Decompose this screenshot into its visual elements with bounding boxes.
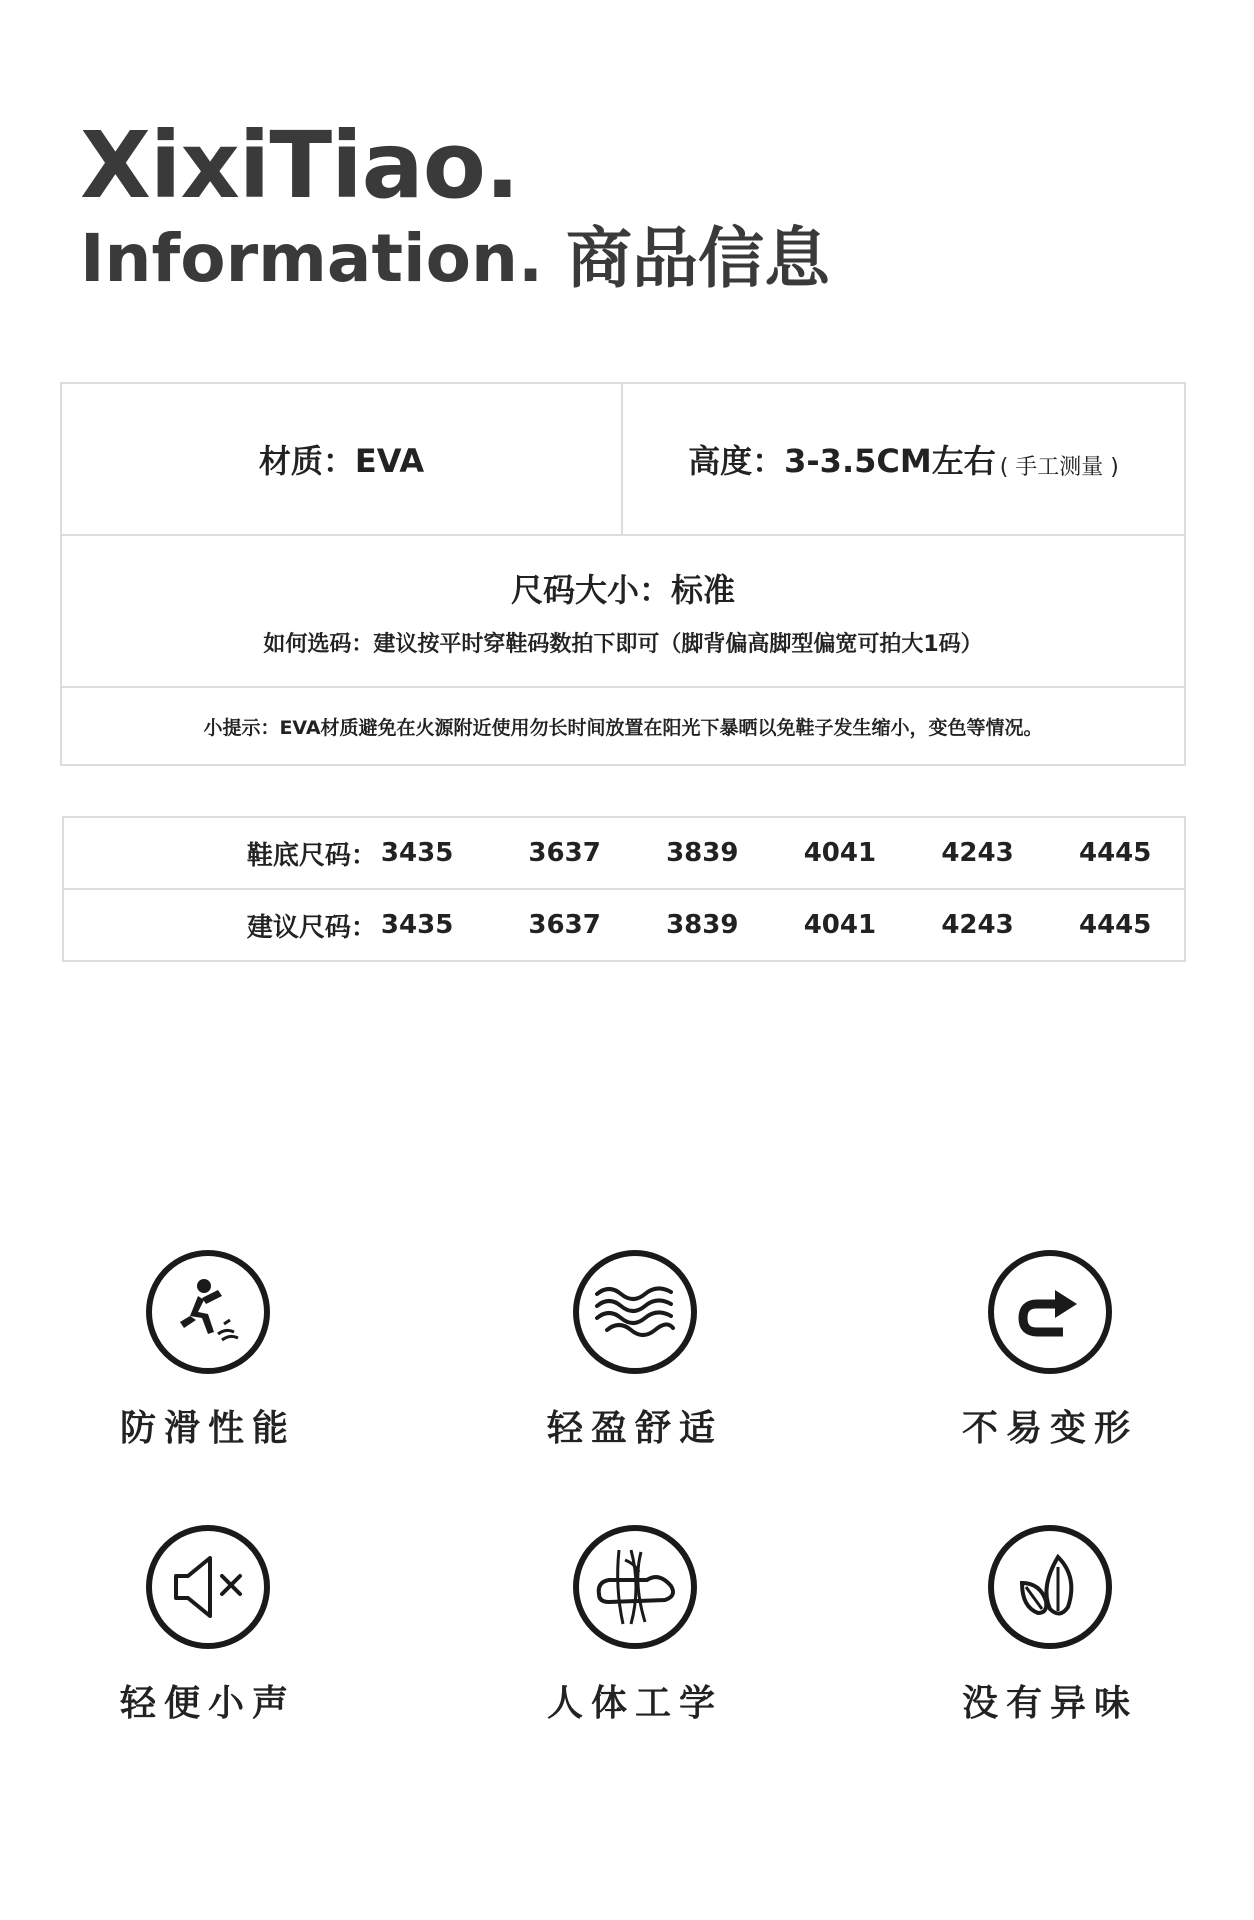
feature-odorless bbox=[920, 1525, 1180, 1726]
brand-title: XixiTiao. bbox=[80, 112, 519, 219]
ergonomic-icon bbox=[573, 1525, 697, 1649]
height-note: ( 手工测量 ) bbox=[999, 454, 1119, 480]
info-row-material-height bbox=[62, 384, 1184, 536]
quiet-icon bbox=[146, 1525, 270, 1649]
tip-text: 小提示：EVA材质避免在火源附近使用勿长时间放置在阳光下暴晒以免鞋子发生缩小，变色等情况。 bbox=[203, 716, 1043, 739]
lightweight-icon bbox=[573, 1250, 697, 1374]
size-value: 4445 bbox=[1078, 838, 1152, 868]
feature-anti-slip bbox=[78, 1250, 338, 1451]
shape-retention-icon bbox=[988, 1250, 1112, 1374]
material-text: 材质：EVA bbox=[258, 442, 425, 480]
size-value: 3435 bbox=[380, 910, 454, 940]
feature-shape-retention bbox=[920, 1250, 1180, 1451]
size-value: 4445 bbox=[1078, 910, 1152, 940]
info-row-size bbox=[62, 536, 1184, 688]
feature-lightweight bbox=[505, 1250, 765, 1451]
height-cell bbox=[623, 384, 1184, 534]
product-info-table bbox=[60, 382, 1186, 766]
row-label: 鞋底尺码： bbox=[246, 840, 377, 871]
size-value: 4243 bbox=[941, 838, 1014, 868]
material-cell bbox=[62, 384, 623, 534]
table-row bbox=[64, 888, 1184, 960]
feature-label: 人体工学 bbox=[546, 1683, 723, 1724]
feature-ergonomic bbox=[505, 1525, 765, 1726]
feature-label: 不易变形 bbox=[961, 1408, 1138, 1449]
size-value: 4041 bbox=[803, 838, 877, 868]
size-value: 4041 bbox=[803, 910, 877, 940]
size-value: 3637 bbox=[528, 838, 601, 868]
feature-label: 轻盈舒适 bbox=[546, 1408, 723, 1449]
size-title: 尺码大小：标准 bbox=[510, 570, 735, 609]
feature-label: 没有异味 bbox=[961, 1683, 1138, 1724]
info-row-tip bbox=[62, 688, 1184, 764]
size-value: 3839 bbox=[666, 838, 739, 868]
anti-slip-icon bbox=[146, 1250, 270, 1374]
page-subtitle: Information. 商品信息 bbox=[80, 220, 831, 297]
feature-quiet bbox=[78, 1525, 338, 1726]
odorless-icon bbox=[988, 1525, 1112, 1649]
size-table bbox=[62, 816, 1186, 962]
size-value: 3637 bbox=[528, 910, 601, 940]
table-row bbox=[64, 818, 1184, 888]
feature-label: 轻便小声 bbox=[119, 1683, 296, 1724]
size-value: 3435 bbox=[380, 838, 454, 868]
size-value: 3839 bbox=[666, 910, 739, 940]
feature-label: 防滑性能 bbox=[119, 1408, 296, 1449]
size-advice: 如何选码：建议按平时穿鞋码数拍下即可（脚背偏高脚型偏宽可拍大1码） bbox=[263, 631, 983, 657]
row-label: 建议尺码： bbox=[246, 912, 377, 943]
height-text: 高度：3-3.5CM左右 bbox=[688, 442, 996, 480]
size-value: 4243 bbox=[941, 910, 1014, 940]
